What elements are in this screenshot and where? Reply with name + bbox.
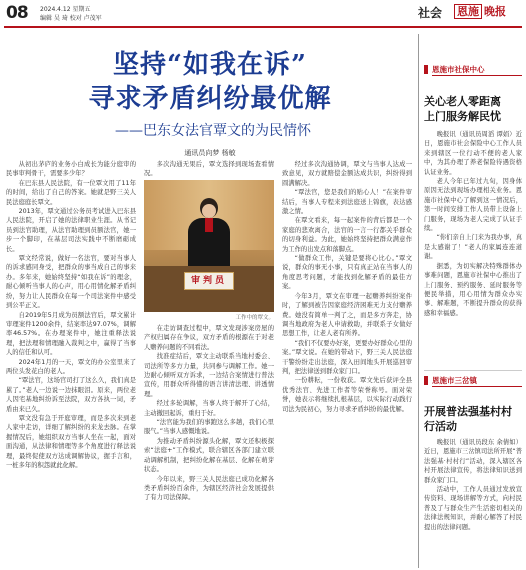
paragraph: 晚报讯（通讯员段东 余倩如）近日，恩施市三岔镇司法所开展“普法强基·村村行”活动，深入辖区各村开展法律宣传，将法律知识送到群众家门口。: [424, 439, 522, 484]
paragraph: 今年3月，覃文在审理一起赡养纠纷案件时，了解到被告因家庭经济困难无力支付赡养费。她没有简单一判了之，而是多方奔走，协调当地政府为老人申请救助，并联系子女做好思想工作，让老人老有所养。: [282, 292, 412, 338]
judge-figure: [188, 198, 230, 272]
paragraph: 找准症结后，覃文主动联系当地村委会、司法所等多方力量，共同参与调解工作。她一边耐心倾听双方诉求，一边结合案情进行普法宣传，用群众听得懂的语言讲清法理、讲透情理。: [144, 353, 274, 398]
tag-underline: [432, 75, 522, 76]
tag-underline: [432, 386, 522, 387]
paragraph: 在覃文看来，每一起案件的背后都是一个家庭的悲欢离合，法官的一言一行都关乎群众的切身利益。为此，她始终坚持把群众满意作为工作的出发点和落脚点。: [282, 217, 412, 253]
paragraph: “法官能为我们的事跑这么多趟，我们心里服气。”当事人感慨地说。: [144, 419, 274, 436]
headline-line-2: 寻求矛盾纠纷最优解: [88, 84, 332, 114]
paragraph: “做群众工作，关键是要将心比心。”覃文说，群众的事无小事，只有真正站在当事人的角度思考问题，才能找到化解矛盾的最佳方案。: [282, 255, 412, 291]
article-column-2: [144, 324, 274, 568]
paragraph: “覃法官，这场官司打了这么久，我们真是累了。”老人一边说一边抹眼泪。原来，两位老人因宅基地纠纷诉至法院，双方各执一词，矛盾由来已久。: [6, 377, 136, 413]
paragraph: “你们亲自上门来为我办事，真是太感谢了！”老人的家属连连道谢。: [424, 234, 522, 261]
tag-marker: [424, 376, 428, 385]
paragraph: “覃法官，您是我们的贴心人！”在案件审结后，当事人专程来到法庭送上锦旗，表达感激之情。: [282, 189, 412, 216]
photo-caption: 工作中的覃文。: [235, 315, 274, 321]
headline-line-1: 坚持“如我在诉”: [113, 50, 307, 80]
paragraph: 从初出茅庐的业务小白成长为能分庭审的民事审判骨干，需要多少年？: [6, 161, 136, 178]
page-header: [0, 0, 526, 26]
newspaper-logo-text: 晚报: [484, 5, 506, 18]
paragraph: 老人今年已年过九旬，因身体原因无法到现场办理相关业务。恩施市社保中心了解到这一情况后，第一时间安排工作人员带上设备上门服务，现场为老人完成了认证手续。: [424, 178, 522, 233]
sidebar-story-2-title: 开展普法强基村村行活动: [424, 405, 512, 433]
article-column-1: [6, 160, 136, 568]
sidebar-story-2-body: [424, 438, 522, 568]
paragraph: “我们不仅要办好案，更要办好群众心里的案。”覃文说。在她的带动下，野三关人民法庭干警纷纷走出法庭，深入田间地头开展巡回审判，把法律送到群众家门口。: [282, 339, 412, 375]
tag-text: 恩施市社保中心: [432, 65, 485, 74]
sidebar-divider: [418, 34, 419, 568]
byline: 通讯员向梦 杨敏: [184, 149, 236, 157]
paragraph: 在巴东县人民法院，有一位覃文用了11年的时间，给出了自己的答案。她就是野三关人民法庭庭长覃文。: [6, 179, 136, 206]
paragraph: 一份耕耘，一份收获。覃文先后获评全县优秀法官、先进工作者等荣誉称号。面对荣誉，她表示将继续扎根基层，以实际行动践行司法为民初心，努力寻求矛盾纠纷的最优解。: [282, 377, 412, 413]
editor-credits: 编辑 吴 琦 校对 卢茂军: [40, 15, 102, 22]
issue-date: 2024.4.12 星期五: [40, 6, 91, 13]
paragraph: 自2019年5月成为员额法官后，覃文累计审理案件1200余件，结案率达97.07%，调解率46.57%。在办理案件中，她注重释法说理，把法理和情理融入裁判之中，赢得了当事人的信任和认可。: [6, 311, 136, 357]
newspaper-logo-box: 恩施: [454, 4, 482, 19]
paragraph: 在走访调查过程中，覃文发现涉案房屋的产权归属存在争议，双方矛盾的根源在于对老人赡养问题的不同看法。: [144, 325, 274, 351]
newspaper-logo: [454, 3, 506, 19]
paragraph: 为推动矛盾纠纷源头化解，覃文还积极探索“法庭+”工作模式，联合辖区各部门建立联动调解机制，把纠纷化解在基层、化解在萌芽状态。: [144, 437, 274, 474]
sidebar-story-1-body: [424, 130, 522, 368]
sidebar-story-1-title: 关心老人零距离 上门服务解民忧: [424, 95, 501, 123]
sidebar-story-1-tag: [424, 64, 522, 75]
paragraph: 覃文没有急于开庭审理，而是多次来到老人家中走访，详细了解纠纷的来龙去脉。在掌握情况后，她组织双方当事人坐在一起，面对面沟通，从法律和情理等多个角度进行释法说理，最终促使双方达成调解协议，握手言和，一桩多年的积怨就此化解。: [6, 414, 136, 469]
name-plate: 审判员: [184, 272, 234, 290]
header-divider: [4, 26, 522, 28]
paragraph: 经过多次沟通协调，覃文与当事人达成一致意见，双方就赔偿金额达成共识，纠纷得到圆满解决。: [282, 161, 412, 187]
article-column-2-lead: [144, 160, 274, 178]
paragraph: 今年以来，野三关人民法庭已成功化解各类矛盾纠纷百余件，为辖区经济社会发展提供了有力司法保障。: [144, 475, 274, 502]
tag-text: 恩施市三岔镇: [432, 376, 477, 385]
tag-marker: [424, 65, 428, 74]
paragraph: 经过多轮调解，当事人终于解开了心结，主动撤回起诉，重归于好。: [144, 400, 274, 417]
paragraph: 活动中，工作人员通过发放宣传资料、现场讲解等方式，向村民普及了与群众生产生活密切相关的法律法规知识，并耐心解答了村民提出的法律问题。: [424, 486, 522, 531]
section-name: 社会: [418, 6, 443, 20]
paragraph: 2024年1月的一天，覃文的办公室里来了两位头发花白的老人。: [6, 358, 136, 375]
page-number: 08: [6, 3, 28, 23]
judge-face: [202, 204, 216, 218]
subheadline: ——巴东女法官覃文的为民情怀: [115, 123, 311, 139]
paragraph: 多次沟通无果后，覃文选择到现场查看情况。: [144, 161, 274, 178]
sidebar-separator: [424, 370, 522, 371]
paragraph: 晚报讯（通讯员周滔 谭娟）近日，恩施市社会保险中心工作人员来到辖区一位行动不便的老人家中，为其办理了养老保险待遇资格认证业务。: [424, 131, 522, 176]
article-column-3: [282, 160, 412, 568]
judge-photo: [144, 180, 274, 312]
paragraph: 据悉，为切实解决特殊群体办事难问题，恩施市社保中心推出了上门服务、预约服务、延时服务等便民举措，用心用情为群众办实事、解难题，不断提升群众的获得感和幸福感。: [424, 262, 522, 317]
paragraph: 覃文经常说，做好一名法官，要对当事人的诉求感同身受，把群众的事当成自己的事来办。多年来，她始终坚持“如我在诉”的理念，耐心倾听当事人的心声，用心用情化解矛盾纠纷，努力让人民群众在每一个司法案件中感受到公平正义。: [6, 255, 136, 310]
sidebar-story-2-tag: [424, 375, 522, 386]
paragraph: 2013年，覃文通过公务员考试进入巴东县人民法院，开启了她的法律职业生涯。从书记员到法官助理，从法官助理到员额法官，她一步一个脚印，在基层司法实践中不断磨砺成长。: [6, 208, 136, 253]
judge-collar: [205, 218, 213, 232]
